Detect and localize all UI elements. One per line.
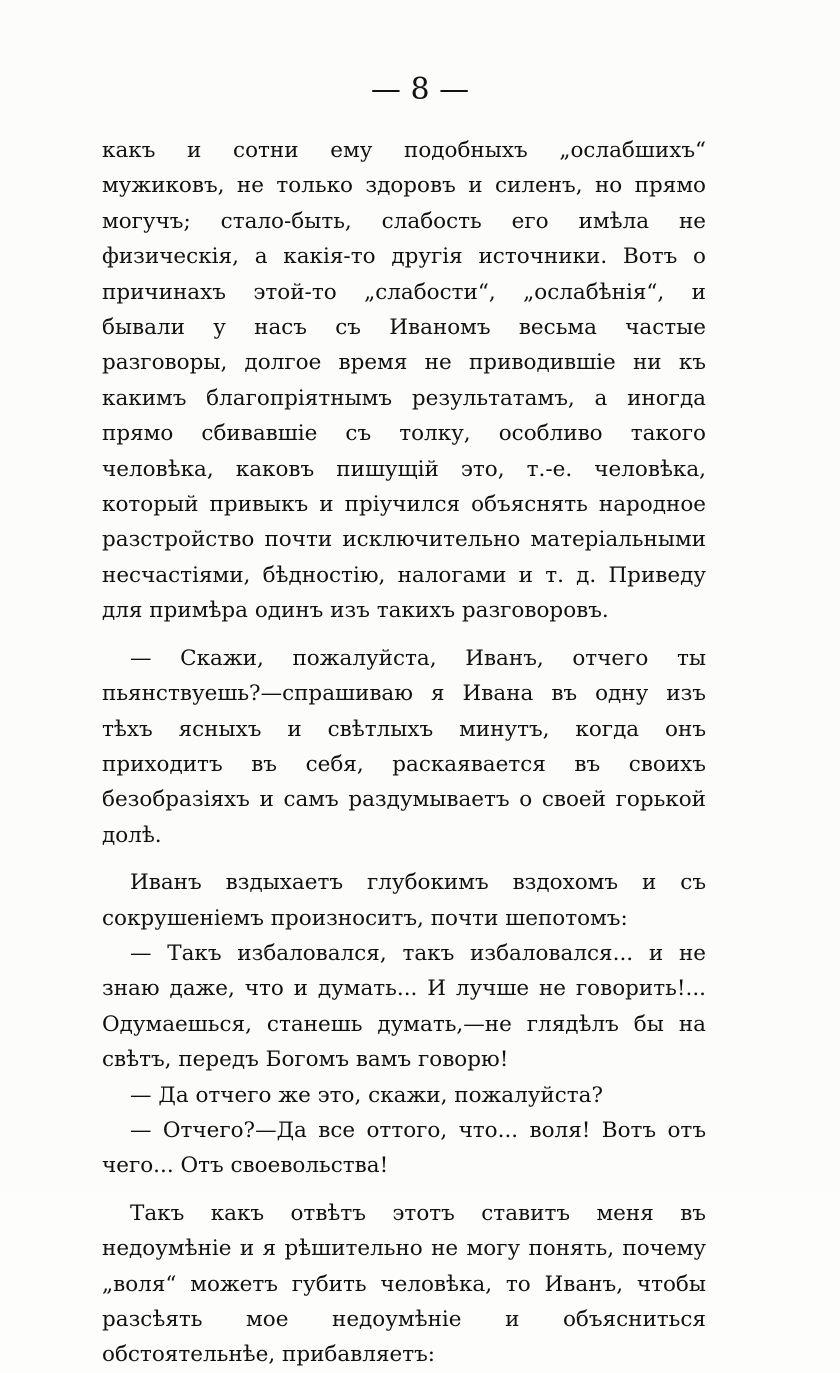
paragraph: — Такъ избаловался, такъ избаловался... и не знаю даже, что и думать... И лучше не говорить!... Одумаешься, станешь думать,—не глядѣлъ бы на свѣтъ, передъ Богомъ вамъ говорю! [102,940,706,1073]
paragraph: — Да отчего же это, скажи, пожалуйста? [130,1082,604,1108]
paragraph: — Скажи, пожалуйста, Иванъ, отчего ты пьянствуешь?—спрашиваю я Ивана въ одну изъ тѣхъ ясныхъ и свѣтлыхъ минутъ, когда онъ приходитъ въ себя, раскаявается въ своихъ безобразіяхъ и самъ раздумываетъ о своей горькой долѣ. [102,645,706,848]
paragraph: — Отчего?—Да все оттого, что... воля! Вотъ отъ чего... Отъ своевольства! [102,1117,706,1179]
page-number: — 8 — [370,72,470,107]
body-text [102,133,706,1373]
paragraph: какъ и сотни ему подобныхъ „ослабшихъ“ мужиковъ, не только здоровъ и силенъ, но прямо могучъ; стало-быть, слабость его имѣла не физическія, а какія-то другія источники. Вотъ о причинахъ этой-то „слабости“, „ослабѣнія“, и бывали у насъ съ Иваномъ весьма частые разговоры, долгое время не приводившіе ни къ какимъ благопріятнымъ результатамъ, а иногда прямо сбивавшіе съ толку, особливо такого человѣка, каковъ пишущій это, т.-е. человѣка, который привыкъ и пріучился объяснять народное разстройство почти исключительно матеріальными несчастіями, бѣдностію, налогами и т. д. Приведу для примѣра одинъ изъ такихъ разговоровъ. [102,138,706,624]
paragraph: Такъ какъ отвѣтъ этотъ ставитъ меня въ недоумѣніе и я рѣшительно не могу понять, почему „воля“ можетъ губить человѣка, то Иванъ, чтобы разсѣять мое недоумѣніе и объясниться обстоятельнѣе, прибавляетъ: [102,1200,706,1368]
paragraph: Иванъ вздыхаетъ глубокимъ вздохомъ и съ сокрушеніемъ произноситъ, почти шепотомъ: [102,870,706,931]
